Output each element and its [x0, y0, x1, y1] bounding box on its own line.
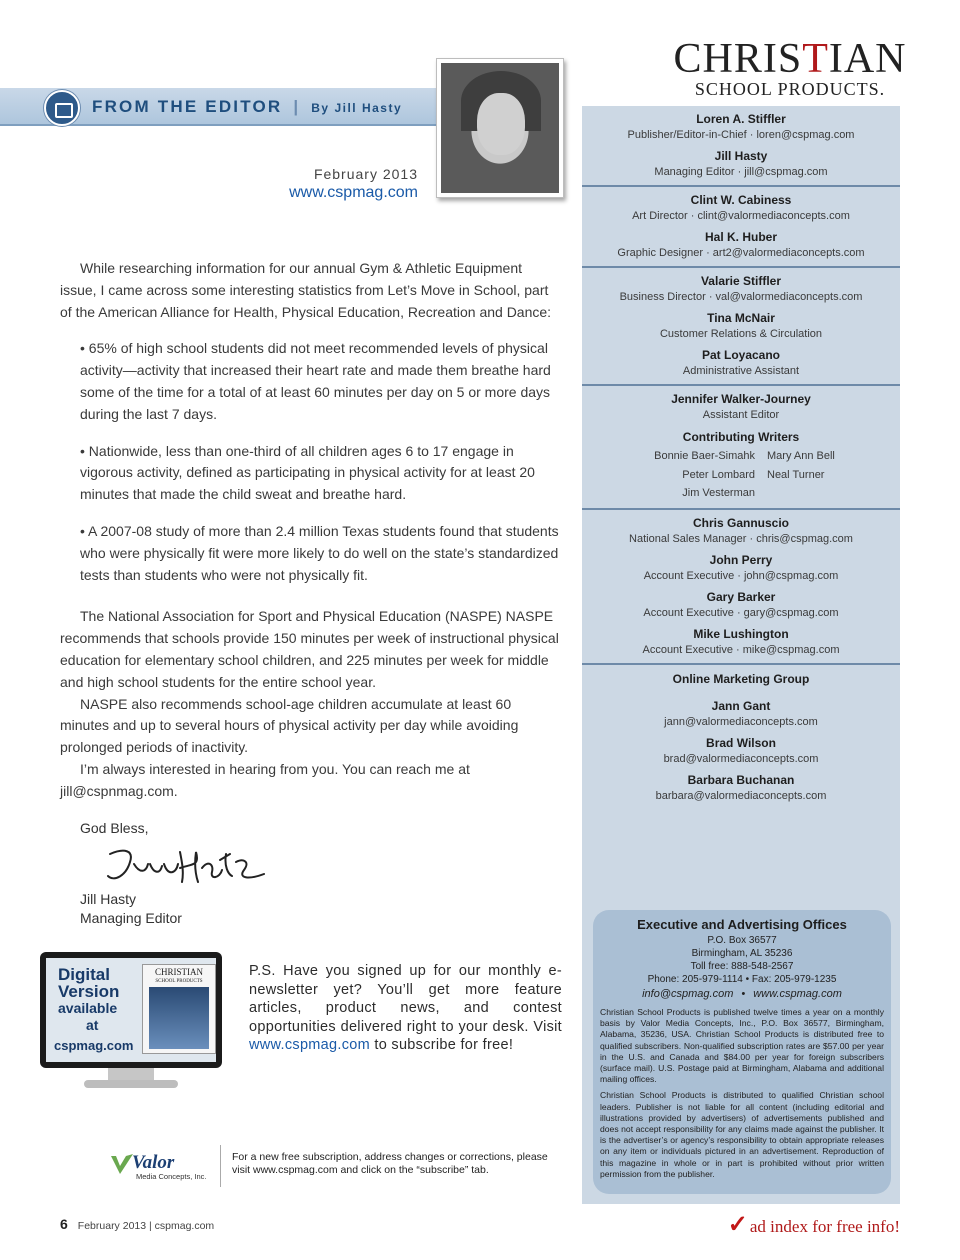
editor-header-band	[0, 88, 440, 126]
staff-entry	[582, 773, 900, 804]
staff-entry	[582, 516, 900, 547]
staff-entry	[582, 627, 900, 658]
title-separator: |	[293, 97, 301, 116]
masthead-group	[582, 510, 900, 665]
staff-entry	[582, 149, 900, 180]
editor-title: Managing Editor	[80, 910, 182, 926]
staff-role: Graphic Designer · art2@valormediaconcepts.com	[617, 247, 865, 259]
staff-name: Pat Loyacano	[701, 348, 781, 362]
divider	[220, 1145, 221, 1187]
writers-list	[582, 447, 900, 503]
monitor-screen	[40, 952, 222, 1068]
ps-text: P.S. Have you signed up for our monthly e-newsletter yet? You’ll get more feature articles, product news, and contest opportunities delivered right to your desk. Visit	[249, 963, 562, 1035]
dv-line: available	[58, 1000, 118, 1016]
digital-version-text	[58, 966, 119, 1034]
staff-entry	[582, 590, 900, 621]
newsletter-ps	[249, 962, 562, 1055]
magazine-cover-thumbnail	[142, 964, 216, 1054]
signoff-block	[80, 890, 182, 928]
byline: By Jill Hasty	[311, 101, 403, 115]
online-heading: Online Marketing Group	[672, 671, 810, 686]
staff-name: Jennifer Walker-Journey	[671, 392, 811, 406]
writer-name: Neal Turner	[767, 468, 825, 481]
valor-subname: Media Concepts, Inc.	[136, 1172, 207, 1181]
contact-paragraph: I’m always interested in hearing from you. You can reach me at jill@cspnmag.com.	[60, 760, 470, 799]
footer-issue: February 2013 | cspmag.com	[77, 1220, 215, 1232]
masthead-group	[582, 386, 900, 510]
staff-entry	[582, 193, 900, 224]
writer-name: Peter Lombard	[682, 468, 755, 481]
staff-role: Account Executive · gary@cspmag.com	[643, 606, 839, 619]
masthead-group	[582, 187, 900, 268]
dv-line: at	[86, 1017, 99, 1033]
staff-name: Hal K. Huber	[704, 230, 777, 244]
cover-logo-line: SCHOOL PRODUCTS	[155, 979, 203, 984]
staff-name: Loren A. Stiffler	[696, 112, 786, 126]
writer-name: Bonnie Baer-Simahk	[654, 450, 755, 462]
page-footer	[60, 1216, 214, 1232]
staff-role: Administrative Assistant	[682, 365, 800, 377]
staff-entry	[582, 230, 900, 261]
staff-entry	[582, 348, 900, 379]
liability-notice: Christian School Products is distributed to qualified Christian school leaders. Publisher is not liable for all content (including editorial and illustrations provided by advertisers) of advertisements published and does not accept responsibility for any claims made against the publisher. It is the advertiser’s or agency’s responsibility to obtain appropriate releases on any item or individuals pictured in an advertisement. Reproduction of this magazine in whole or in part is prohibited without prior written permission from the publisher.	[600, 1090, 884, 1179]
staff-name: Tina McNair	[707, 311, 775, 325]
staff-name: Jill Hasty	[714, 149, 768, 163]
valor-v-icon	[110, 1152, 134, 1176]
editor-name: Jill Hasty	[80, 891, 137, 907]
address-line: Phone: 205-979-1114 • Fax: 205-979-1235	[647, 974, 837, 985]
staff-entry	[582, 553, 900, 584]
logo-wordmark	[660, 38, 920, 80]
editorial-body	[60, 258, 562, 803]
staff-role: Managing Editor · jill@cspmag.com	[654, 166, 828, 178]
masthead-group	[582, 268, 900, 386]
staff-name: Jann Gant	[711, 698, 771, 713]
dv-line: Digital	[58, 965, 110, 984]
offices-box	[593, 910, 891, 1194]
logo-subline: SCHOOL PRODUCTS.	[694, 79, 886, 99]
staff-name: Brad Wilson	[706, 735, 776, 750]
bullet-separator: •	[741, 988, 746, 1000]
staff-entry	[582, 392, 900, 423]
staff-entry	[582, 274, 900, 305]
newsletter-link[interactable]: www.cspmag.com	[249, 1037, 371, 1053]
writer-name: Mary Ann Bell	[767, 450, 835, 462]
staff-name: John Perry	[709, 552, 773, 567]
magazine-url-link[interactable]: www.cspmag.com	[289, 184, 418, 201]
editor-photo	[436, 58, 564, 198]
bullet-item: • A 2007-08 study of more than 2.4 million Texas students found that students who were physically fit were more likely to do well on the state’s standardized tests than students who were not physically fit.	[80, 522, 559, 583]
valor-name: Valor	[132, 1152, 175, 1173]
ad-index-text: ad index for free info!	[749, 1217, 900, 1236]
typewriter-icon	[44, 90, 80, 126]
staff-name: Clint W. Cabiness	[690, 193, 792, 207]
dv-line: Version	[58, 982, 120, 1001]
website-link[interactable]: www.cspmag.com	[753, 988, 842, 1000]
recommend-paragraph: NASPE also recommends school-age children accumulate at least 60 minutes and up to several hours of physical activity per day while avoiding prolonged periods of inactivity.	[60, 695, 519, 756]
christian-school-products-logo	[660, 38, 920, 98]
ad-index-link[interactable]	[728, 1210, 900, 1239]
staff-role: barbara@valormediaconcepts.com	[655, 789, 827, 802]
staff-role: Customer Relations & Circulation	[659, 328, 822, 340]
writers-heading: Contributing Writers	[682, 430, 800, 444]
staff-entry	[582, 311, 900, 342]
staff-name: Chris Gannuscio	[692, 515, 790, 530]
staff-name: Mike Lushington	[693, 626, 789, 641]
masthead-group	[582, 665, 900, 809]
writer-name: Jim Vesterman	[682, 487, 755, 499]
address-line: Toll free: 888-548-2567	[690, 961, 794, 972]
staff-name: Barbara Buchanan	[687, 772, 795, 787]
section-title	[92, 97, 402, 117]
ps-tail: to subscribe for free!	[370, 1037, 514, 1053]
naspe-paragraph: The National Association for Sport and Physical Education (NASPE) NASPE recommends that schools provide 150 minutes per week of instructional physical education for elementary school children, and 225 minutes per week for middle and high school students for the entire school year.	[60, 608, 559, 690]
page-number: 6	[60, 1216, 68, 1232]
staff-name: Valarie Stiffler	[700, 274, 782, 288]
digital-version-url: cspmag.com	[54, 1038, 134, 1053]
staff-role: Publisher/Editor-in-Chief · loren@cspmag.com	[627, 129, 855, 141]
writer-name	[767, 484, 877, 503]
section-title-text: FROM THE EDITOR	[92, 97, 283, 116]
checkmark-icon: ✓	[727, 1212, 748, 1238]
staff-role: jann@valormediaconcepts.com	[664, 715, 818, 728]
valor-media-logo	[110, 1150, 210, 1184]
portrait-image	[441, 63, 559, 193]
staff-role: National Sales Manager · chris@cspmag.com	[629, 532, 853, 545]
cover-logo-line: CHRISTIAN	[154, 967, 203, 977]
bullet-item: • Nationwide, less than one-third of all children ages 6 to 17 engage in vigorous activity, defined as participating in physical activity for at least 20 minutes that made the child sweat and breathe hard.	[80, 442, 535, 503]
intro-paragraph: While researching information for our annual Gym & Athletic Equipment issue, I came across some interesting statistics from Let’s Move in School, part of the American Alliance for Health, Physical Education, Recreation and Dance:	[60, 260, 552, 320]
address-line: P.O. Box 36577	[707, 935, 777, 946]
address-line: Birmingham, AL 35236	[691, 948, 793, 959]
handwritten-signature	[100, 842, 270, 894]
contact-links	[600, 986, 884, 1002]
logo-part: IAN	[828, 36, 907, 82]
staff-role: Account Executive · john@cspmag.com	[643, 569, 839, 582]
staff-entry	[582, 112, 900, 143]
staff-role: Business Director · val@valormediaconcepts.com	[619, 291, 863, 303]
staff-entry	[582, 699, 900, 730]
bullet-item: • 65% of high school students did not meet recommended levels of physical activity—activity that increased their heart rate and made them breathe hard some of the time for a total of at least 60 minutes per day on 5 or more days during the last 7 days.	[80, 340, 551, 422]
offices-heading: Executive and Advertising Offices	[637, 917, 847, 932]
staff-role: Assistant Editor	[702, 409, 780, 421]
closing-salutation: God Bless,	[80, 820, 149, 836]
cross-icon: T	[802, 36, 829, 82]
staff-entry	[582, 736, 900, 767]
subscription-note: For a new free subscription, address changes or corrections, please visit www.cspmag.com and click on the “subscribe” tab.	[232, 1151, 548, 1176]
cover-logo	[143, 965, 215, 986]
screen-content	[46, 958, 216, 1062]
staff-role: Account Executive · mike@cspmag.com	[642, 643, 840, 656]
logo-part: CHRIS	[673, 36, 803, 82]
issue-date: February 2013	[313, 166, 418, 182]
staff-role: Art Director · clint@valormediaconcepts.com	[632, 210, 850, 222]
monitor-base	[84, 1080, 178, 1088]
cover-photo	[149, 987, 209, 1049]
masthead-group	[582, 106, 900, 187]
email-link[interactable]: info@cspmag.com	[642, 988, 734, 1000]
staff-role: brad@valormediaconcepts.com	[663, 752, 819, 765]
digital-version-monitor[interactable]	[40, 952, 222, 1094]
publication-info: Christian School Products is published twelve times a year on a monthly basis by Valor Media Concepts, Inc., P.O. Box 36577, Birmingham, Alabama, 35236, USA. Christian School Products is distributed free to qualified subscribers. Non-qualified subscription rates are $57.00 per year in the U.S. and Canada and $84.00 per year for foreign subscribers (surface mail). U.S. Postage paid at Birmingham, Alabama and additional mailing offices.	[600, 1007, 884, 1085]
staff-name: Gary Barker	[706, 589, 776, 604]
